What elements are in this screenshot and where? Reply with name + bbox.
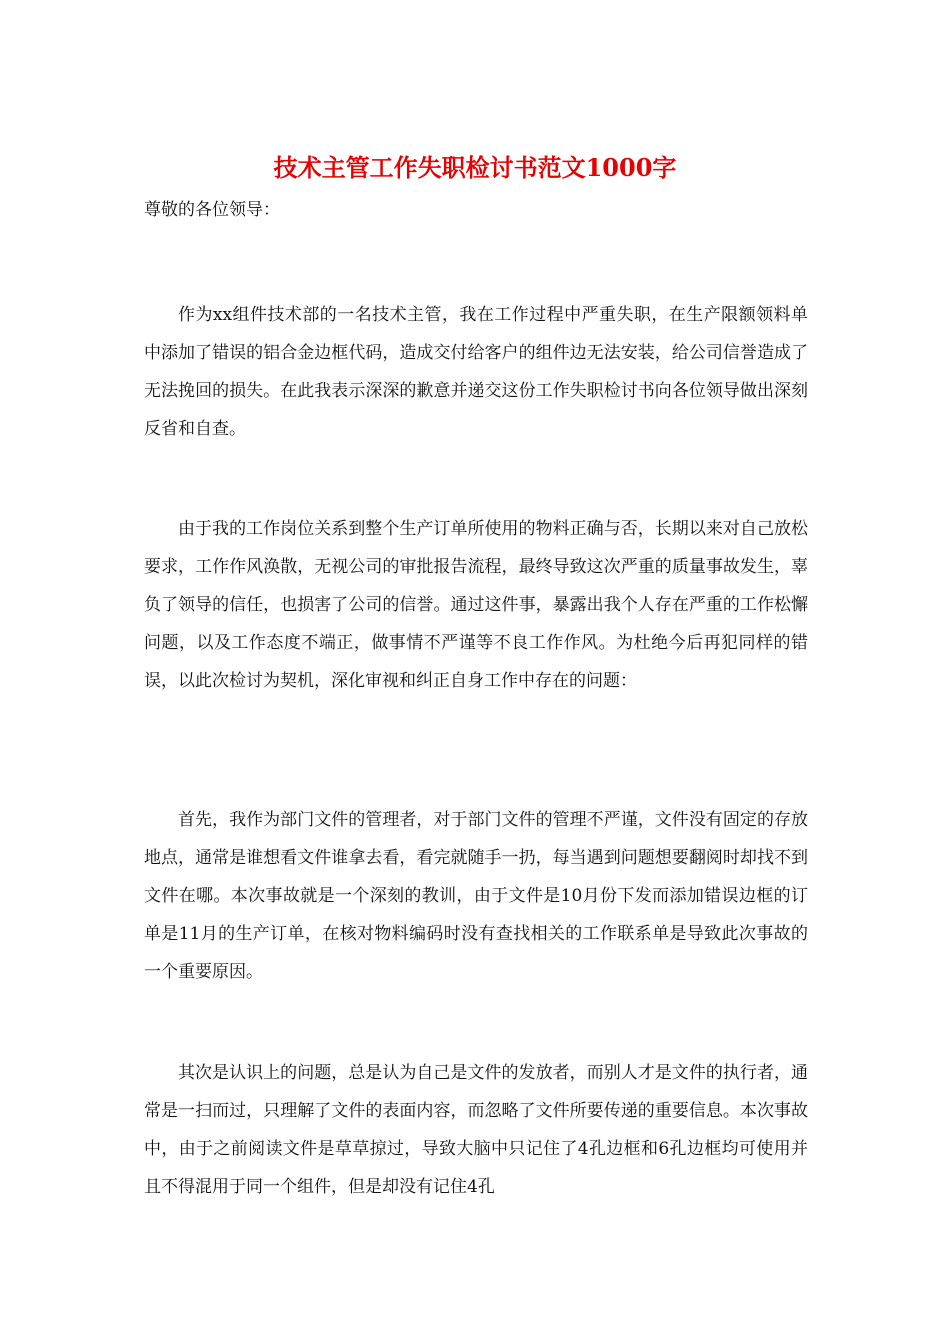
salutation: 尊敬的各位领导： xyxy=(144,200,280,220)
paragraph-1: 作为xx组件技术部的一名技术主管，我在工作过程中严重失职，在生产限额领料单中添加了错误的铝合金边框代码，造成交付给客户的组件边无法安装，给公司信誉造成了无法挽回的损失。在此我表示深深的歉意并递交这份工作失职检讨书向各位领导做出深刻反省和自查。 xyxy=(144,305,808,439)
paragraph-4: 其次是认识上的问题，总是认为自己是文件的发放者，而别人才是文件的执行者，通常是一扫而过，只理解了文件的表面内容，而忽略了文件所要传递的重要信息。本次事故中，由于之前阅读文件是草草掠过，导致大脑中只记住了4孔边框和6孔边框均可使用并且不得混用于同一个组件，但是却没有记住4孔 xyxy=(144,1063,808,1197)
document-title: 技术主管工作失职检讨书范文1000字 xyxy=(273,153,677,182)
paragraph-3: 首先，我作为部门文件的管理者，对于部门文件的管理不严谨，文件没有固定的存放地点，通常是谁想看文件谁拿去看，看完就随手一扔，每当遇到问题想要翻阅时却找不到文件在哪。本次事故就是一个深刻的教训，由于文件是10月份下发而添加错误边框的订单是11月的生产订单，在核对物料编码时没有查找相关的工作联系单是导致此次事故的一个重要原因。 xyxy=(144,810,808,982)
paragraph-2: 由于我的工作岗位关系到整个生产订单所使用的物料正确与否，长期以来对自己放松要求，工作作风涣散，无视公司的审批报告流程，最终导致这次严重的质量事故发生，辜负了领导的信任，也损害了公司的信誉。通过这件事，暴露出我个人存在严重的工作松懈问题，以及工作态度不端正，做事情不严谨等不良工作作风。为杜绝今后再犯同样的错误，以此次检讨为契机，深化审视和纠正自身工作中存在的问题： xyxy=(144,519,808,691)
